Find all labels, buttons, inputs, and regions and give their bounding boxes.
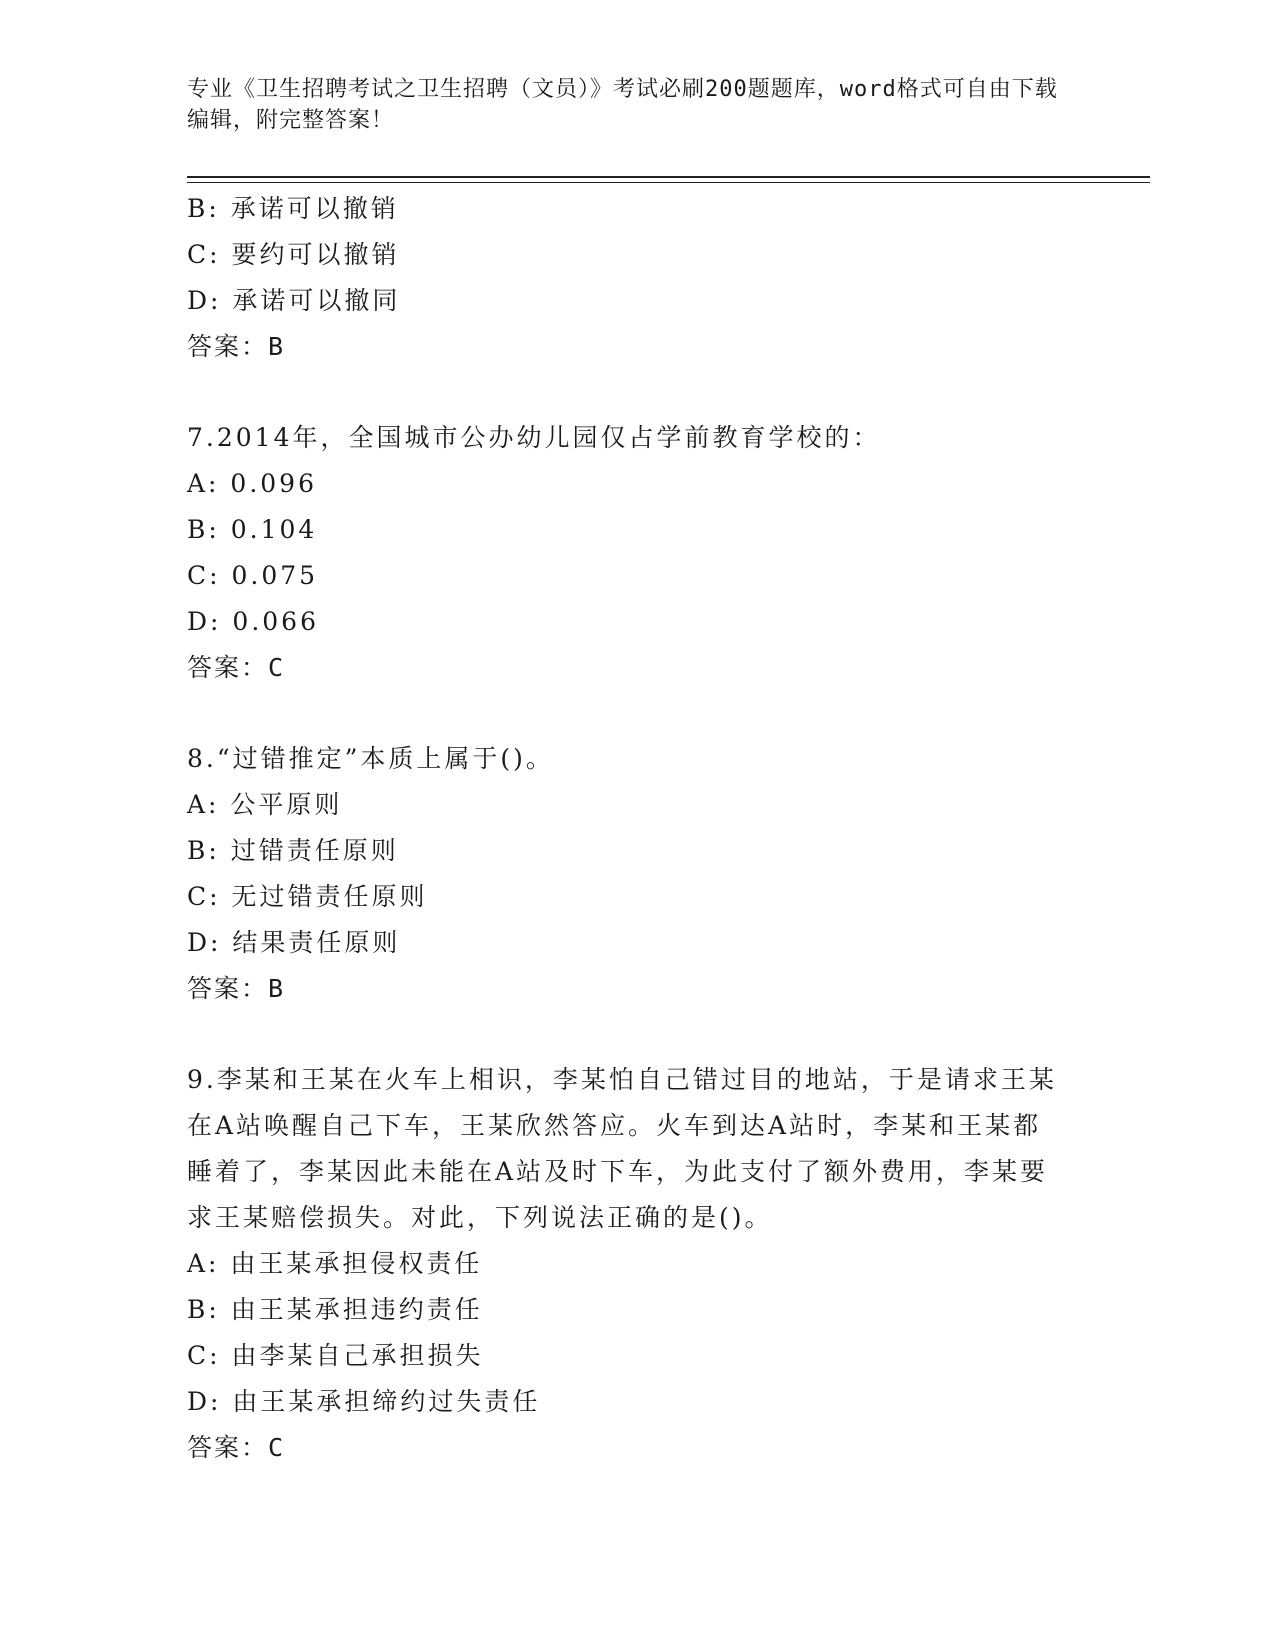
header-rule-thick: [187, 176, 1150, 178]
option-d: D: 由王某承担缔约过失责任: [187, 1387, 541, 1416]
option-b: B: 由王某承担违约责任: [187, 1295, 483, 1324]
question-block-7: [187, 415, 1067, 691]
document-body: [187, 186, 1067, 1471]
answer-value: C: [268, 653, 286, 682]
option-c: C: 要约可以撤销: [187, 240, 400, 269]
option-d: D: 结果责任原则: [187, 928, 401, 957]
option-c: C: 无过错责任原则: [187, 882, 428, 911]
option-c: C: 由李某自己承担损失: [187, 1341, 484, 1370]
answer-value: B: [268, 974, 286, 1003]
question-block-prev: [187, 186, 1067, 370]
answer-label: 答案：: [187, 332, 269, 361]
document-header: 专业《卫生招聘考试之卫生招聘（文员）》考试必刷200题题库，word格式可自由下载编辑，附完整答案！: [187, 77, 1058, 133]
option-b: B: 0.104: [187, 515, 318, 544]
answer-label: 答案：: [187, 653, 269, 682]
answer-label: 答案：: [187, 974, 269, 1003]
answer-line: [187, 324, 1067, 370]
question-text: 8.“过错推定”本质上属于()。: [187, 744, 554, 773]
answer-value: B: [268, 332, 286, 361]
option-b: B: 承诺可以撤销: [187, 194, 399, 223]
answer-label: 答案：: [187, 1433, 269, 1462]
answer-line: [187, 966, 1067, 1012]
option-a: A: 0.096: [187, 469, 317, 498]
question-block-8: [187, 736, 1067, 1012]
answer-line: [187, 645, 1067, 691]
question-text: 9.李某和王某在火车上相识，李某怕自己错过目的地站，于是请求王某在A站唤醒自己下车，王某欣然答应。火车到达A站时，李某和王某都睡着了，李某因此未能在A站及时下车，为此支付了额外费用，李某要求王某赔偿损失。对此，下列说法正确的是()。: [187, 1065, 1057, 1232]
question-text: 7.2014年，全国城市公办幼儿园仅占学前教育学校的：: [187, 423, 881, 452]
question-block-9: [187, 1057, 1067, 1471]
header-rule-thin: [187, 182, 1150, 183]
option-a: A: 公平原则: [187, 790, 343, 819]
option-b: B: 过错责任原则: [187, 836, 399, 865]
option-d: D: 承诺可以撤同: [187, 286, 401, 315]
option-c: C: 0.075: [187, 561, 319, 590]
answer-value: C: [268, 1433, 286, 1462]
option-a: A: 由王某承担侵权责任: [187, 1249, 483, 1278]
answer-line: [187, 1425, 1067, 1471]
option-d: D: 0.066: [187, 607, 319, 636]
